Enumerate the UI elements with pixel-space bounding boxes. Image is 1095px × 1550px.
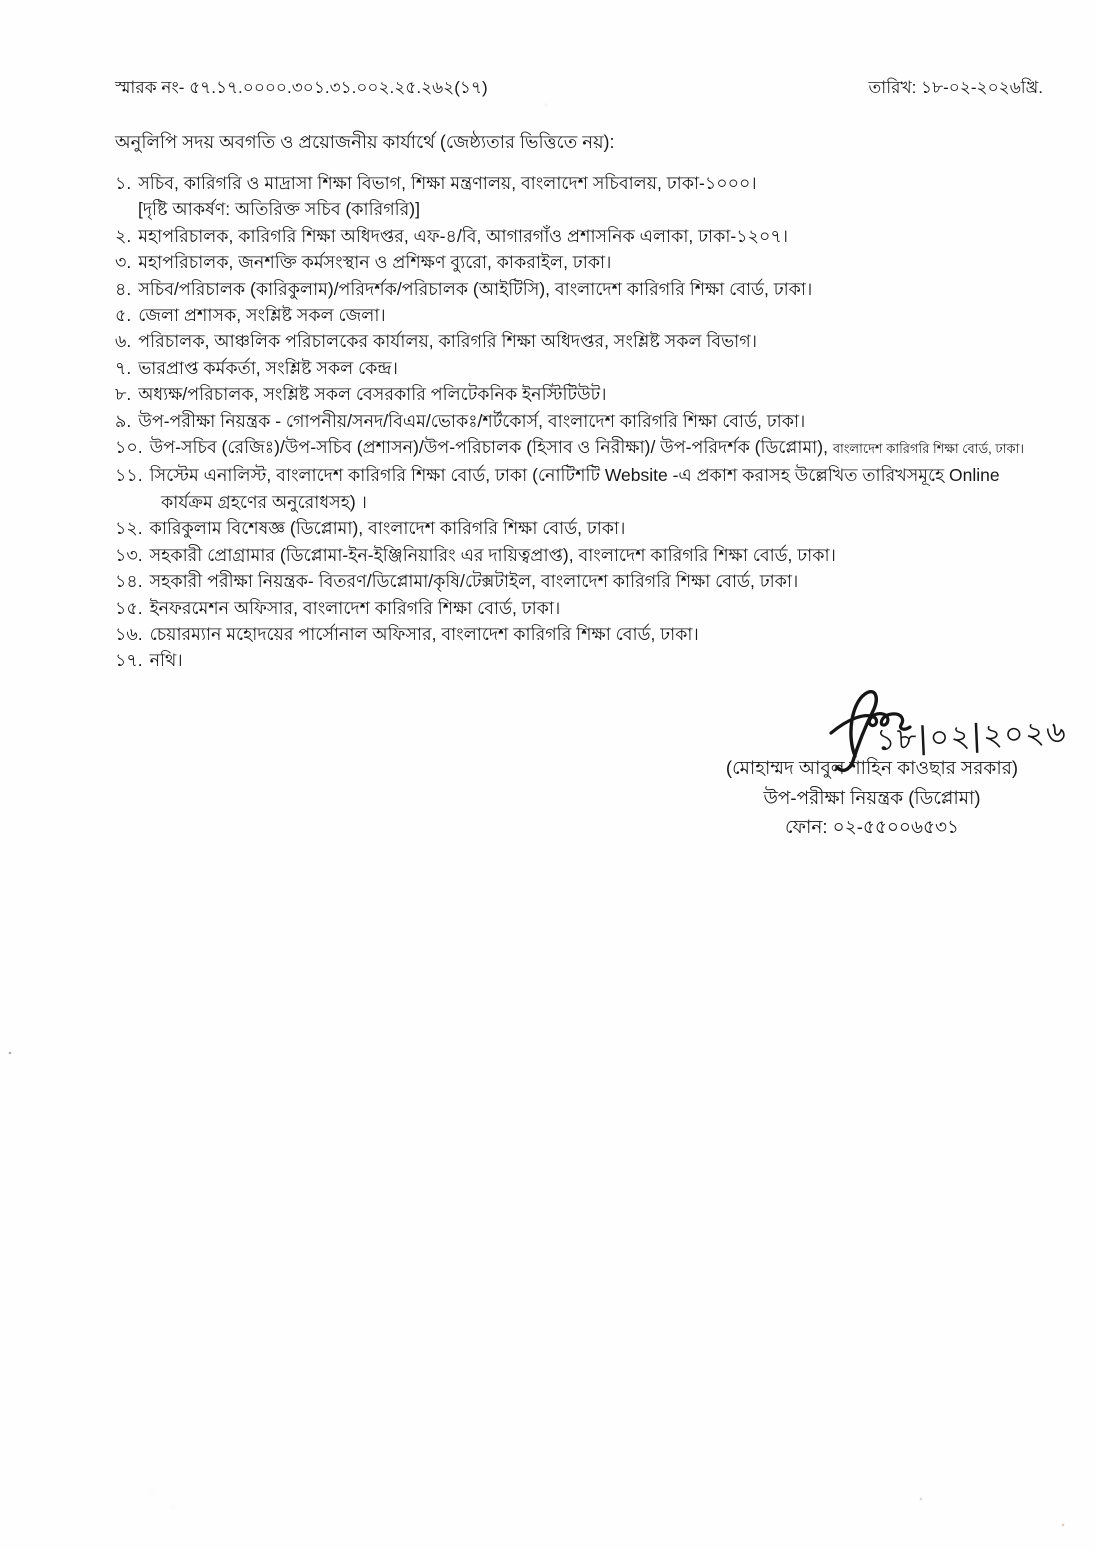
document-date: তারিখ: ১৮-০২-২০২৬খ্রি.	[868, 78, 1043, 97]
list-item	[115, 621, 1033, 647]
item-number: ১৬.	[115, 623, 143, 644]
item-text: মহাপরিচালক, জনশক্তি কর্মসংস্থান ও প্রশিক্ষণ ব্যুরো, কাকরাইল, ঢাকা।	[138, 252, 612, 273]
item-text: কারিকুলাম বিশেষজ্ঞ (ডিপ্লোমা), বাংলাদেশ কারিগরি শিক্ষা বোর্ড, ঢাকা।	[149, 518, 626, 539]
list-item	[115, 462, 1033, 515]
list-item	[115, 515, 1033, 541]
item-number: ৪.	[115, 278, 132, 299]
list-item	[115, 249, 1033, 275]
item-text: নথি।	[149, 650, 183, 671]
signature-handwritten-date: ১৮|০২|২০২৬	[875, 714, 1068, 759]
memo-date-row	[115, 76, 1043, 100]
item-text: সহকারী প্রোগ্রামার (ডিপ্লোমা-ইন-ইঞ্জিনিয়ারিং এর দায়িত্বপ্রাপ্ত), বাংলাদেশ কারিগরি শিক্ষা বোর্ড, ঢাকা।	[149, 544, 836, 565]
item-text: পরিচালক, আঞ্চলিক পরিচালকের কার্যালয়, কারিগরি শিক্ষা অধিদপ্তর, সংশ্লিষ্ট সকল বিভাগ।	[138, 331, 757, 352]
list-item	[115, 223, 1033, 249]
item-number: ৮.	[115, 384, 132, 405]
item-text-small: বাংলাদেশ কারিগরি শিক্ষা বোর্ড, ঢাকা।	[832, 441, 1024, 457]
item-text: সচিব, কারিগরি ও মাদ্রাসা শিক্ষা বিভাগ, শিক্ষা মন্ত্রণালয়, বাংলাদেশ সচিবালয়, ঢাকা-১০০০।	[138, 173, 757, 193]
item-number: ১.	[115, 173, 132, 193]
item-number: ৯.	[115, 410, 132, 431]
list-item	[115, 302, 1033, 328]
list-item	[115, 276, 1033, 302]
item-text: সহকারী পরীক্ষা নিয়ন্ত্রক- বিতরণ/ডিপ্লোমা/কৃষি/টেক্সটাইল, বাংলাদেশ কারিগরি শিক্ষা বোর্ড, ঢাকা।	[149, 571, 799, 592]
item-number: ৬.	[115, 331, 132, 352]
item-text: ইনফরমেশন অফিসার, বাংলাদেশ কারিগরি শিক্ষা বোর্ড, ঢাকা।	[149, 597, 561, 618]
item-text: চেয়ারম্যান মহোদয়ের পার্সোনাল অফিসার, বাংলাদেশ কারিগরি শিক্ষা বোর্ড, ঢাকা।	[149, 623, 699, 644]
list-item	[115, 170, 1033, 196]
item-number: ১২.	[115, 518, 143, 539]
item-text: ভারপ্রাপ্ত কর্মকর্তা, সংশ্লিষ্ট সকল কেন্দ্র।	[138, 357, 398, 378]
item-text: সচিব/পরিচালক (কারিকুলাম)/পরিদর্শক/পরিচালক (আইটিসি), বাংলাদেশ কারিগরি শিক্ষা বোর্ড, ঢাকা।	[138, 278, 813, 299]
item-number: ১৭.	[115, 650, 143, 671]
item-text: অধ্যক্ষ/পরিচালক, সংশ্লিষ্ট সকল বেসরকারি পলিটেকনিক ইনস্টিটিউট।	[138, 384, 607, 405]
item-number: ১১.	[115, 465, 143, 486]
list-item	[115, 381, 1033, 407]
memo-number: স্মারক নং- ৫৭.১৭.০০০০.৩০১.৩১.০০২.২৫.২৬২(১৭)	[115, 78, 488, 97]
list-item	[115, 434, 1033, 462]
item-text: উপ-পরীক্ষা নিয়ন্ত্রক - গোপনীয়/সনদ/বিএম/ভোকঃ/শর্টকোর্স, বাংলাদেশ কারিগরি শিক্ষা বোর্ড, ঢাকা।	[138, 410, 806, 431]
list-item	[115, 408, 1033, 434]
item-number: ১০.	[115, 437, 143, 458]
item-number: ৩.	[115, 252, 132, 273]
item-text: উপ-সচিব (রেজিঃ)/উপ-সচিব (প্রশাসন)/উপ-পরিচালক (হিসাব ও নিরীক্ষা)/ উপ-পরিদর্শক (ডিপ্লোমা),	[149, 437, 828, 458]
distribution-list	[115, 170, 1033, 674]
item-number: ৭.	[115, 357, 132, 378]
copy-notice-heading: অনুলিপি সদয় অবগতি ও প্রয়োজনীয় কার্যার্থে (জেষ্ঠ্যতার ভিত্তিতে নয়):	[115, 132, 615, 152]
item-text: মহাপরিচালক, কারিগরি শিক্ষা অধিদপ্তর, এফ-৪/বি, আগারগাঁও প্রশাসনিক এলাকা, ঢাকা-১২০৭।	[138, 225, 788, 246]
signatory-name: (মোহাম্মদ আবুল শাহিন কাওছার সরকার)	[725, 757, 1019, 778]
item-text: সিস্টেম এনালিস্ট, বাংলাদেশ কারিগরি শিক্ষা বোর্ড, ঢাকা (নোটিশটি Website -এ প্রকাশ করাসহ উল্লেখিত তারিখসমূহে Online কার্যক্রম গ্রহণের অনুরোধসহ) ।	[149, 465, 1000, 512]
signature-block	[698, 753, 1046, 842]
item-number: ১৫.	[115, 597, 143, 618]
list-item	[115, 328, 1033, 354]
list-item	[115, 595, 1033, 621]
item-number: ৫.	[115, 305, 132, 326]
list-item	[115, 355, 1033, 381]
signatory-phone: ফোন: ০২-৫৫০০৬৫৩১	[784, 816, 960, 837]
item-number: ২.	[115, 225, 132, 246]
attention-note: [দৃষ্টি আকর্ষণ: অতিরিক্ত সচিব (কারিগরি)]	[138, 199, 420, 220]
item-number: ১৪.	[115, 571, 143, 592]
list-item	[115, 542, 1033, 568]
item-number: ১৩.	[115, 544, 143, 565]
scan-artifacts	[0, 0, 2, 2]
signatory-title: উপ-পরীক্ষা নিয়ন্ত্রক (ডিপ্লোমা)	[763, 786, 981, 808]
list-item	[115, 647, 1033, 673]
list-item	[115, 568, 1033, 594]
item-text: জেলা প্রশাসক, সংশ্লিষ্ট সকল জেলা।	[138, 305, 386, 326]
